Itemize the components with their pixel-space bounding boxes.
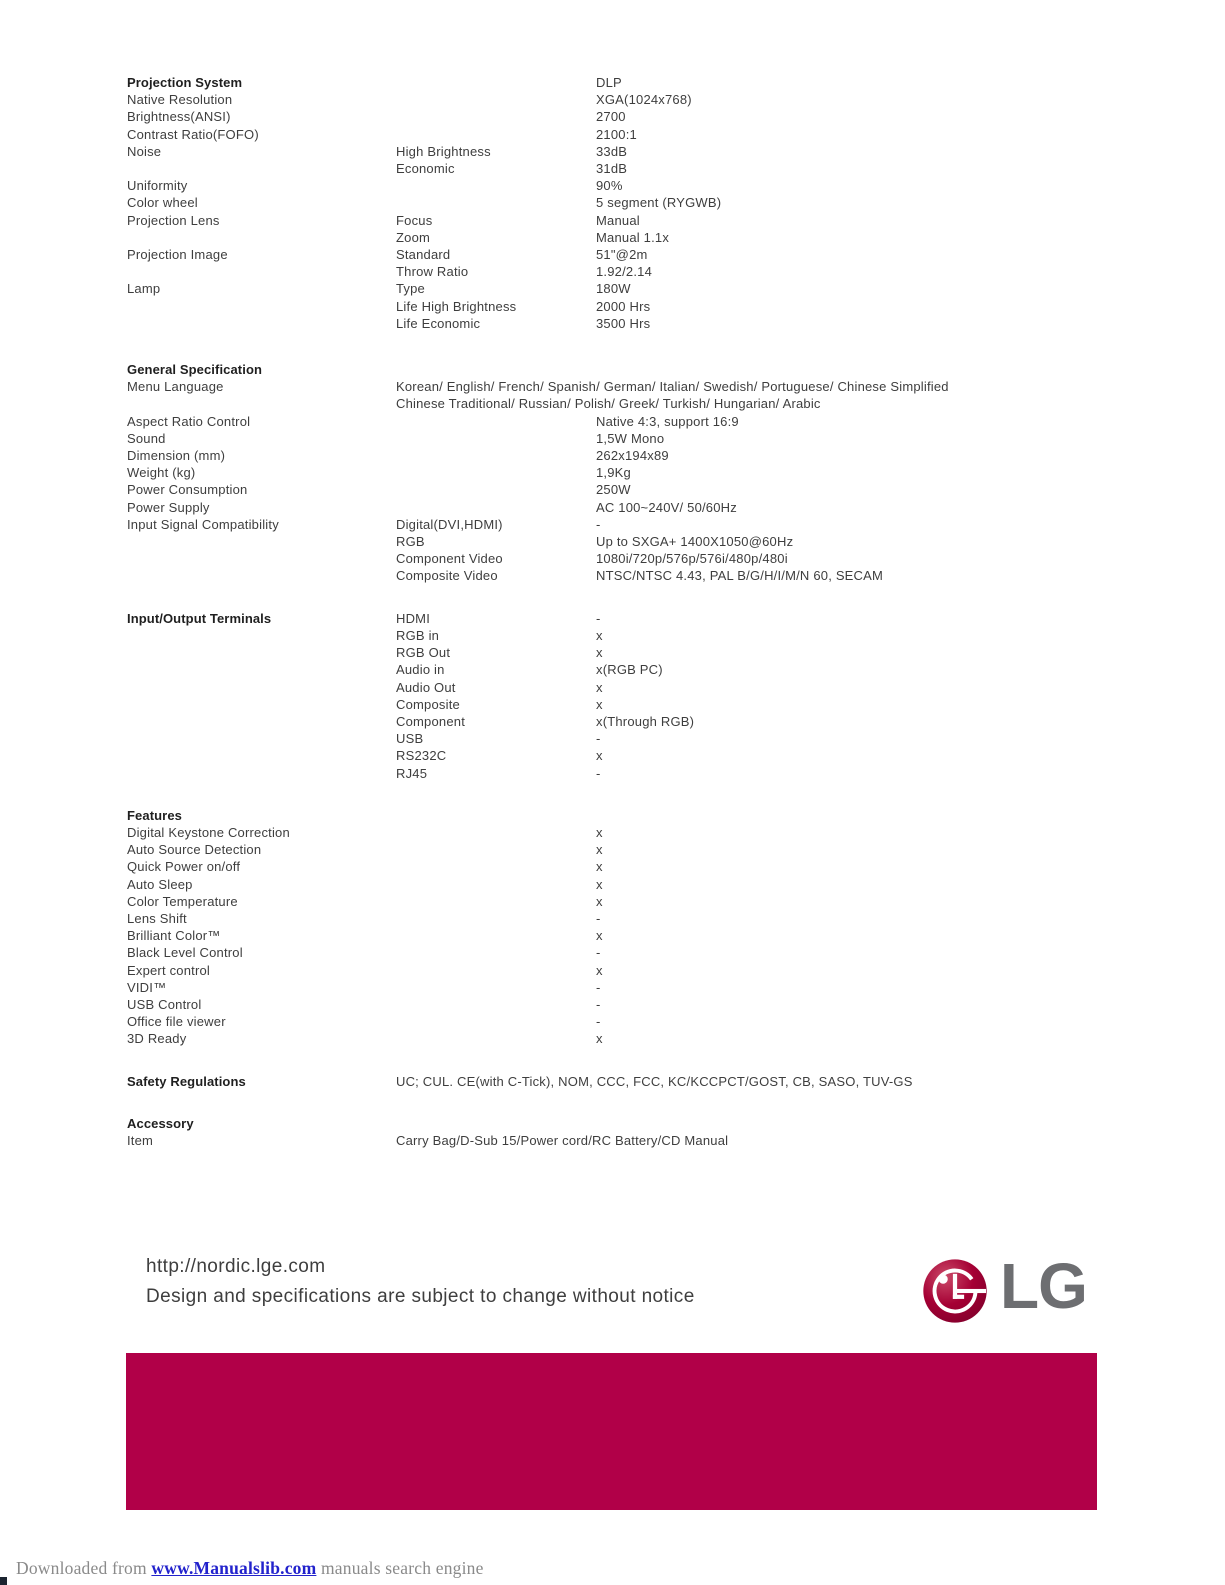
spec-sublabel <box>396 996 596 1013</box>
spec-section-title: Safety Regulations <box>127 1073 246 1089</box>
spec-sublabel: Standard <box>396 247 451 263</box>
spec-label <box>127 533 396 550</box>
spec-sublabel: RGB Out <box>396 645 451 661</box>
spec-value: 3500 Hrs <box>596 315 651 331</box>
spec-label <box>127 765 396 782</box>
spec-row <box>127 1030 1187 1047</box>
spec-row <box>127 644 1187 661</box>
spec-sublabel: RGB <box>396 534 425 550</box>
spec-value: Up to SXGA+ 1400X1050@60Hz <box>596 534 794 550</box>
spec-value: DLP <box>596 75 622 90</box>
spec-table <box>127 74 1187 1174</box>
spec-sublabel <box>396 74 596 91</box>
spec-row <box>127 944 1187 961</box>
spec-label <box>127 644 396 661</box>
spec-value: x <box>596 962 603 978</box>
manualslib-link[interactable]: www.Manualslib.com <box>151 1558 317 1578</box>
spec-value: x <box>596 824 603 840</box>
spec-value: x(RGB PC) <box>596 662 663 678</box>
spec-label <box>127 567 396 584</box>
spec-value <box>596 1115 1187 1132</box>
spec-row <box>127 996 1187 1013</box>
spec-sublabel <box>396 962 596 979</box>
spec-value: - <box>596 979 601 995</box>
spec-row <box>127 910 1187 927</box>
spec-row <box>127 1073 1187 1090</box>
spec-sublabel: Component Video <box>396 551 503 567</box>
spec-sublabel: Zoom <box>396 229 431 245</box>
spec-row <box>127 1013 1187 1030</box>
spec-label <box>127 298 396 315</box>
spec-value: x(Through RGB) <box>596 713 695 729</box>
spec-section <box>127 1073 1187 1090</box>
spec-row <box>127 74 1187 91</box>
spec-row <box>127 1115 1187 1132</box>
spec-section <box>127 74 1187 332</box>
spec-row <box>127 361 1187 378</box>
spec-label: Sound <box>127 430 166 446</box>
spec-row <box>127 807 1187 824</box>
spec-row <box>127 713 1187 730</box>
spec-value: x <box>596 627 603 643</box>
spec-label: Aspect Ratio Control <box>127 413 251 429</box>
footer-notice: Design and specifications are subject to change without notice <box>146 1286 695 1307</box>
spec-value: 5 segment (RYGWB) <box>596 195 722 211</box>
spec-sublabel <box>396 194 596 211</box>
spec-row <box>127 298 1187 315</box>
spec-label: 3D Ready <box>127 1031 187 1047</box>
spec-sublabel <box>396 1013 596 1030</box>
spec-row <box>127 824 1187 841</box>
spec-row <box>127 413 1187 430</box>
spec-label: Power Consumption <box>127 482 248 498</box>
spec-sublabel: Korean/ English/ French/ Spanish/ German/ Italian/ Swedish/ Portuguese/ Chinese Simplified <box>396 379 949 395</box>
spec-value: x <box>596 645 603 661</box>
spec-label <box>127 747 396 764</box>
spec-row <box>127 550 1187 567</box>
spec-row <box>127 533 1187 550</box>
spec-sublabel <box>396 481 596 498</box>
spec-row <box>127 893 1187 910</box>
spec-section <box>127 1115 1187 1149</box>
spec-sublabel: Chinese Traditional/ Russian/ Polish/ Greek/ Turkish/ Hungarian/ Arabic <box>396 396 821 412</box>
spec-sublabel: High Brightness <box>396 143 491 159</box>
spec-label: Contrast Ratio(FOFO) <box>127 126 259 142</box>
spec-label: Menu Language <box>127 379 224 395</box>
spec-value: x <box>596 928 603 944</box>
spec-label: Weight (kg) <box>127 465 196 481</box>
spec-row <box>127 315 1187 332</box>
spec-value: 1080i/720p/576p/576i/480p/480i <box>596 551 788 567</box>
lg-symbol-icon <box>922 1258 988 1324</box>
spec-label: Projection Lens <box>127 212 220 228</box>
spec-label: Lamp <box>127 281 161 297</box>
spec-value: - <box>596 996 601 1012</box>
spec-sublabel <box>396 910 596 927</box>
spec-row <box>127 696 1187 713</box>
spec-label: Auto Sleep <box>127 876 193 892</box>
spec-sublabel <box>396 944 596 961</box>
spec-value: - <box>596 910 601 926</box>
spec-sublabel: Composite Video <box>396 568 498 584</box>
spec-value: 2700 <box>596 109 626 125</box>
spec-label: Digital Keystone Correction <box>127 824 290 840</box>
spec-sublabel <box>396 91 596 108</box>
spec-row <box>127 841 1187 858</box>
spec-row <box>127 927 1187 944</box>
spec-label <box>127 160 396 177</box>
spec-label: Item <box>127 1132 154 1148</box>
spec-section-title: Input/Output Terminals <box>127 610 272 626</box>
spec-row <box>127 108 1187 125</box>
spec-sublabel: Component <box>396 713 466 729</box>
spec-value: x <box>596 696 603 712</box>
manualslib-prefix: Downloaded from <box>16 1558 152 1578</box>
spec-section-title: Accessory <box>127 1115 194 1131</box>
page-corner-mark <box>0 1577 7 1585</box>
spec-sublabel: UC; CUL. CE(with C-Tick), NOM, CCC, FCC, KC/KCCPCT/GOST, CB, SASO, TUV-GS <box>396 1073 913 1089</box>
spec-row <box>127 679 1187 696</box>
spec-row <box>127 194 1187 211</box>
spec-value: AC 100~240V/ 50/60Hz <box>596 499 737 515</box>
spec-sublabel: Throw Ratio <box>396 264 469 280</box>
spec-row <box>127 481 1187 498</box>
spec-row <box>127 91 1187 108</box>
spec-sublabel <box>396 1030 596 1047</box>
spec-label: Input Signal Compatibility <box>127 516 279 532</box>
spec-sublabel: Carry Bag/D-Sub 15/Power cord/RC Battery/CD Manual <box>396 1132 729 1148</box>
spec-sublabel <box>396 447 596 464</box>
spec-sublabel <box>396 499 596 516</box>
spec-value: 33dB <box>596 143 628 159</box>
spec-row <box>127 610 1187 627</box>
spec-value: - <box>596 765 601 781</box>
spec-value: 51"@2m <box>596 247 648 263</box>
spec-row <box>127 876 1187 893</box>
spec-row <box>127 730 1187 747</box>
spec-row <box>127 858 1187 875</box>
spec-sublabel <box>396 858 596 875</box>
spec-label <box>127 713 396 730</box>
spec-sublabel <box>396 979 596 996</box>
spec-value: - <box>596 731 601 747</box>
spec-sublabel: Life High Brightness <box>396 298 517 314</box>
spec-value: NTSC/NTSC 4.43, PAL B/G/H/I/M/N 60, SECAM <box>596 568 884 584</box>
spec-value: 2100:1 <box>596 126 637 142</box>
spec-row <box>127 212 1187 229</box>
spec-section-title: Features <box>127 807 182 823</box>
spec-value: 2000 Hrs <box>596 298 651 314</box>
spec-row <box>127 177 1187 194</box>
spec-value: - <box>596 945 601 961</box>
lg-wordmark: LG <box>1000 1250 1087 1322</box>
spec-value: 1,9Kg <box>596 465 631 481</box>
spec-label: Uniformity <box>127 178 188 194</box>
spec-row <box>127 447 1187 464</box>
spec-row <box>127 567 1187 584</box>
lg-logo <box>922 1250 1182 1336</box>
spec-value <box>596 807 1187 824</box>
spec-sublabel: RJ45 <box>396 765 428 781</box>
spec-label: Color wheel <box>127 195 198 211</box>
spec-row <box>127 627 1187 644</box>
spec-row <box>127 395 1187 412</box>
manualslib-suffix: manuals search engine <box>316 1558 484 1578</box>
spec-value: x <box>596 748 603 764</box>
spec-sublabel <box>396 108 596 125</box>
spec-sublabel: Audio in <box>396 662 445 678</box>
spec-row <box>127 246 1187 263</box>
spec-sublabel <box>396 841 596 858</box>
spec-sublabel: Composite <box>396 696 460 712</box>
spec-sublabel: Economic <box>396 161 455 177</box>
spec-label <box>127 550 396 567</box>
spec-sublabel <box>396 430 596 447</box>
spec-sublabel <box>396 464 596 481</box>
spec-value: Manual <box>596 212 640 228</box>
spec-value: 31dB <box>596 161 628 177</box>
spec-sublabel <box>396 413 596 430</box>
spec-label: Projection Image <box>127 247 228 263</box>
spec-value: x <box>596 893 603 909</box>
spec-row <box>127 143 1187 160</box>
spec-label <box>127 627 396 644</box>
spec-value: - <box>596 610 601 626</box>
spec-label: Brightness(ANSI) <box>127 109 231 125</box>
spec-label <box>127 263 396 280</box>
spec-value: Native 4:3, support 16:9 <box>596 413 739 429</box>
spec-value: Manual 1.1x <box>596 229 670 245</box>
spec-sublabel: Audio Out <box>396 679 456 695</box>
spec-label: Brilliant Color™ <box>127 928 221 944</box>
spec-label <box>127 229 396 246</box>
spec-value: - <box>596 516 601 532</box>
spec-sublabel <box>396 824 596 841</box>
spec-value <box>596 361 1187 378</box>
spec-sublabel: Life Economic <box>396 315 481 331</box>
spec-label <box>127 661 396 678</box>
spec-row <box>127 160 1187 177</box>
spec-sublabel: HDMI <box>396 610 431 626</box>
spec-row <box>127 430 1187 447</box>
spec-sublabel <box>396 126 596 143</box>
spec-row <box>127 126 1187 143</box>
spec-label <box>127 696 396 713</box>
spec-row <box>127 516 1187 533</box>
spec-value: 250W <box>596 482 631 498</box>
spec-row <box>127 765 1187 782</box>
spec-row <box>127 1132 1187 1149</box>
spec-label <box>127 730 396 747</box>
spec-value: 90% <box>596 178 623 194</box>
spec-label: Auto Source Detection <box>127 842 262 858</box>
spec-sublabel: Type <box>396 281 425 297</box>
spec-sublabel <box>396 876 596 893</box>
spec-row <box>127 661 1187 678</box>
spec-section <box>127 361 1187 585</box>
spec-section-title: General Specification <box>127 362 263 378</box>
spec-label: VIDI™ <box>127 979 167 995</box>
spec-value: x <box>596 842 603 858</box>
spec-sublabel <box>396 1115 596 1132</box>
spec-value: 1.92/2.14 <box>596 264 653 280</box>
spec-value: x <box>596 679 603 695</box>
spec-label: Dimension (mm) <box>127 448 226 464</box>
spec-label: Quick Power on/off <box>127 859 241 875</box>
spec-value: 262x194x89 <box>596 448 669 464</box>
spec-label: Black Level Control <box>127 945 243 961</box>
spec-value: - <box>596 1014 601 1030</box>
spec-label: Power Supply <box>127 499 210 515</box>
spec-value: 180W <box>596 281 631 297</box>
spec-sublabel: USB <box>396 731 424 747</box>
spec-sublabel: RS232C <box>396 748 447 764</box>
spec-label: Noise <box>127 143 162 159</box>
spec-sublabel <box>396 361 596 378</box>
spec-value: x <box>596 1031 603 1047</box>
spec-sublabel: RGB in <box>396 627 440 643</box>
spec-label: Color Temperature <box>127 893 238 909</box>
spec-section <box>127 610 1187 782</box>
spec-section <box>127 807 1187 1048</box>
spec-row <box>127 747 1187 764</box>
spec-value: XGA(1024x768) <box>596 92 692 108</box>
spec-label: Native Resolution <box>127 92 233 108</box>
spec-sublabel: Focus <box>396 212 433 228</box>
spec-label: Lens Shift <box>127 910 187 926</box>
manualslib-note <box>16 1558 484 1579</box>
spec-value: 1,5W Mono <box>596 430 665 446</box>
spec-label: Office file viewer <box>127 1014 226 1030</box>
spec-section-title: Projection System <box>127 75 243 90</box>
spec-label: USB Control <box>127 996 202 1012</box>
spec-sublabel <box>396 177 596 194</box>
spec-value: x <box>596 876 603 892</box>
brand-banner <box>126 1353 1097 1510</box>
spec-label: Expert control <box>127 962 211 978</box>
spec-sublabel <box>396 927 596 944</box>
spec-row <box>127 263 1187 280</box>
spec-row <box>127 979 1187 996</box>
spec-row <box>127 280 1187 297</box>
spec-value: x <box>596 859 603 875</box>
spec-row <box>127 378 1187 395</box>
spec-label <box>127 395 396 412</box>
spec-row <box>127 464 1187 481</box>
spec-row <box>127 499 1187 516</box>
spec-sublabel <box>396 807 596 824</box>
spec-label <box>127 315 396 332</box>
spec-label <box>127 679 396 696</box>
footer-url: http://nordic.lge.com <box>146 1256 326 1277</box>
spec-row <box>127 962 1187 979</box>
spec-sublabel <box>396 893 596 910</box>
spec-row <box>127 229 1187 246</box>
spec-sublabel: Digital(DVI,HDMI) <box>396 516 503 532</box>
